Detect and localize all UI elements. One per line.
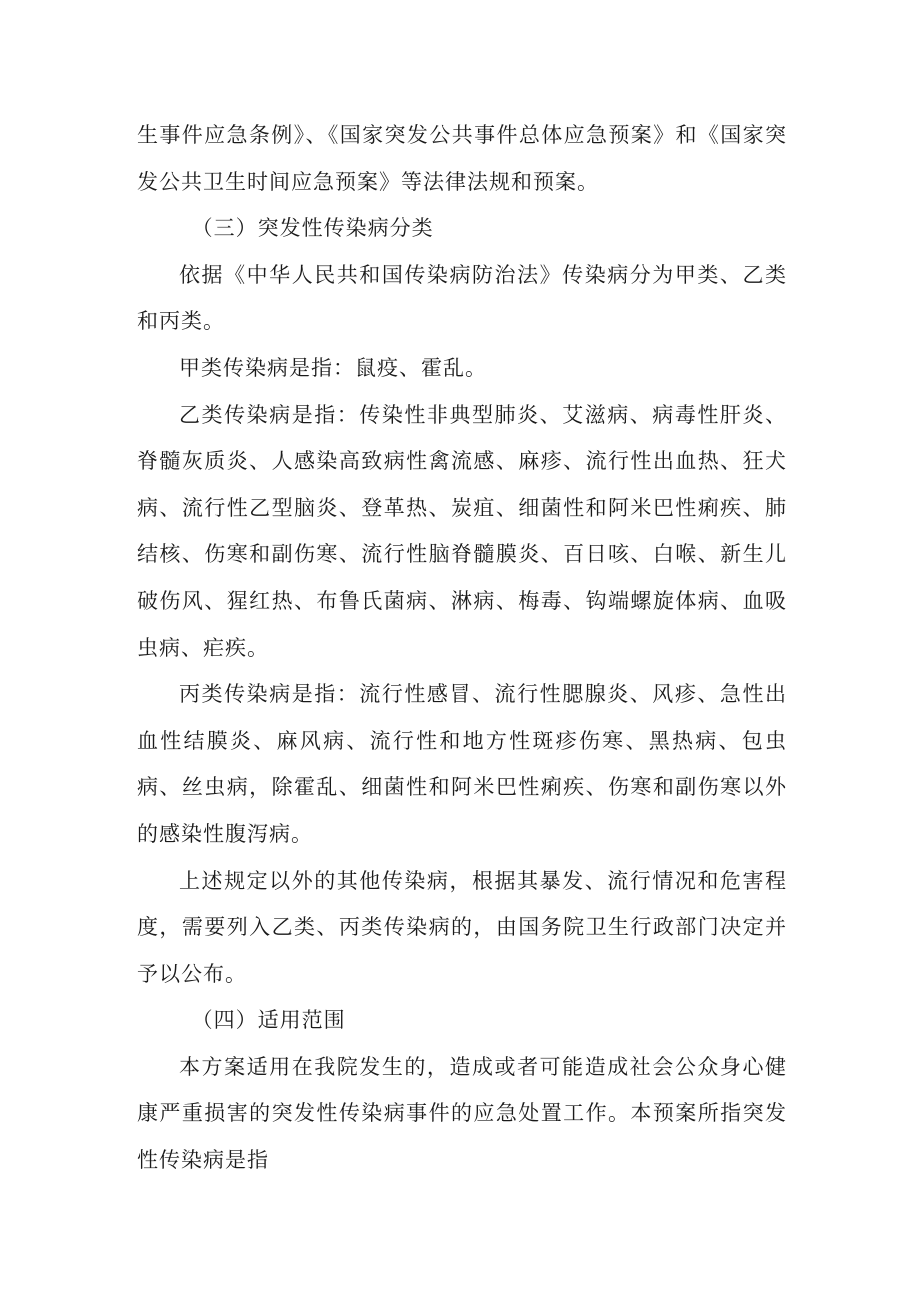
section-heading-classification: （三）突发性传染病分类 — [191, 216, 434, 241]
paragraph-class-a: 甲类传染病是指：鼠疫、霍乱。 — [179, 355, 487, 380]
paragraph-class-b: 乙类传染病是指：传染性非典型肺炎、艾滋病、病毒性肝炎、脊髓灰质炎、人感染高致病性禽流感、麻疹、流行性出血热、狂犬病、流行性乙型脑炎、登革热、炭疽、细菌性和阿米巴性痢疾、肺结核、伤寒和副伤寒、流行性脑脊髓膜炎、百日咳、白喉、新生儿破伤风、猩红热、布鲁氏菌病、淋病、梅毒、钩端螺旋体病、血吸虫病、疟疾。 — [137, 402, 787, 660]
document-body — [137, 112, 787, 1184]
paragraph-classification-intro: 依据《中华人民共和国传染病防治法》传染病分为甲类、乙类和丙类。 — [137, 262, 787, 334]
paragraph-legal-basis-continued: 生事件应急条例》、《国家突发公共事件总体应急预案》和《国家突发公共卫生时间应急预案》等法律法规和预案。 — [137, 123, 787, 194]
paragraph-scope: 本方案适用在我院发生的，造成或者可能造成社会公众身心健康严重损害的突发性传染病事件的应急处置工作。本预案所指突发性传染病是指 — [137, 1054, 787, 1173]
section-heading-scope: （四）适用范围 — [191, 1008, 346, 1033]
paragraph-class-c: 丙类传染病是指：流行性感冒、流行性腮腺炎、风疹、急性出血性结膜炎、麻风病、流行性和地方性斑疹伤寒、黑热病、包虫病、丝虫病，除霍乱、细菌性和阿米巴性痢疾、伤寒和副伤寒以外的感染性腹泻病。 — [137, 682, 787, 846]
paragraph-other-diseases: 上述规定以外的其他传染病，根据其暴发、流行情况和危害程度，需要列入乙类、丙类传染病的，由国务院卫生行政部门决定并予以公布。 — [137, 868, 787, 986]
